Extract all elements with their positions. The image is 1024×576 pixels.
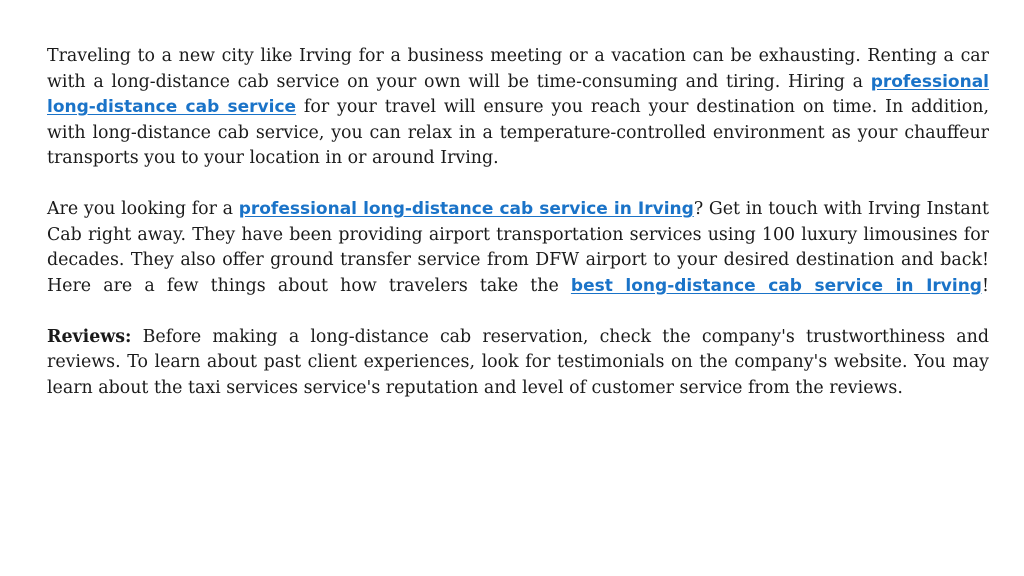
cab-text-1: Are you looking for a <box>47 199 239 219</box>
cab-text-3: ! <box>981 275 989 296</box>
reviews-body: Before making a long-distance cab reservation, check the company's trustworthiness and reviews. To learn about past client experiences, look for testimonials on the company's website. You may learn about the taxi services service's reputation and level of customer service from the reviews. <box>47 326 989 398</box>
paragraph-irving-instant-cab <box>47 197 989 299</box>
link-best-long-distance-cab-service-in-irving[interactable]: best long-distance cab service in Irving <box>570 275 982 296</box>
intro-text-2: for your travel will ensure you reach your destination on time. In addition, with long-distance cab service, you can relax in a temperature-controlled environment as your chauffeur transports you to your location in or around Irving. <box>47 97 989 168</box>
cab-text-2: ? Get in touch with Irving Instant Cab right away. They have been providing airport transportation services using 100 luxury limousines for decades. They also offer ground transfer service from DFW airport to your desired destination and back! Here are a few things about how travelers take the <box>47 199 989 296</box>
paragraph-reviews <box>47 325 989 402</box>
reviews-heading: Reviews: <box>47 326 132 347</box>
link-professional-cab-service-in-irving[interactable]: professional long-distance cab service in Irving <box>238 199 694 219</box>
document-body <box>47 44 989 427</box>
link-professional-long-distance-cab-service[interactable]: professional long-distance cab service <box>47 71 989 117</box>
intro-text-1: Traveling to a new city like Irving for a business meeting or a vacation can be exhausting. Renting a car with a long-distance cab service on your own will be time-consuming and tiring. Hiring a <box>47 46 989 92</box>
paragraph-intro <box>47 44 989 172</box>
